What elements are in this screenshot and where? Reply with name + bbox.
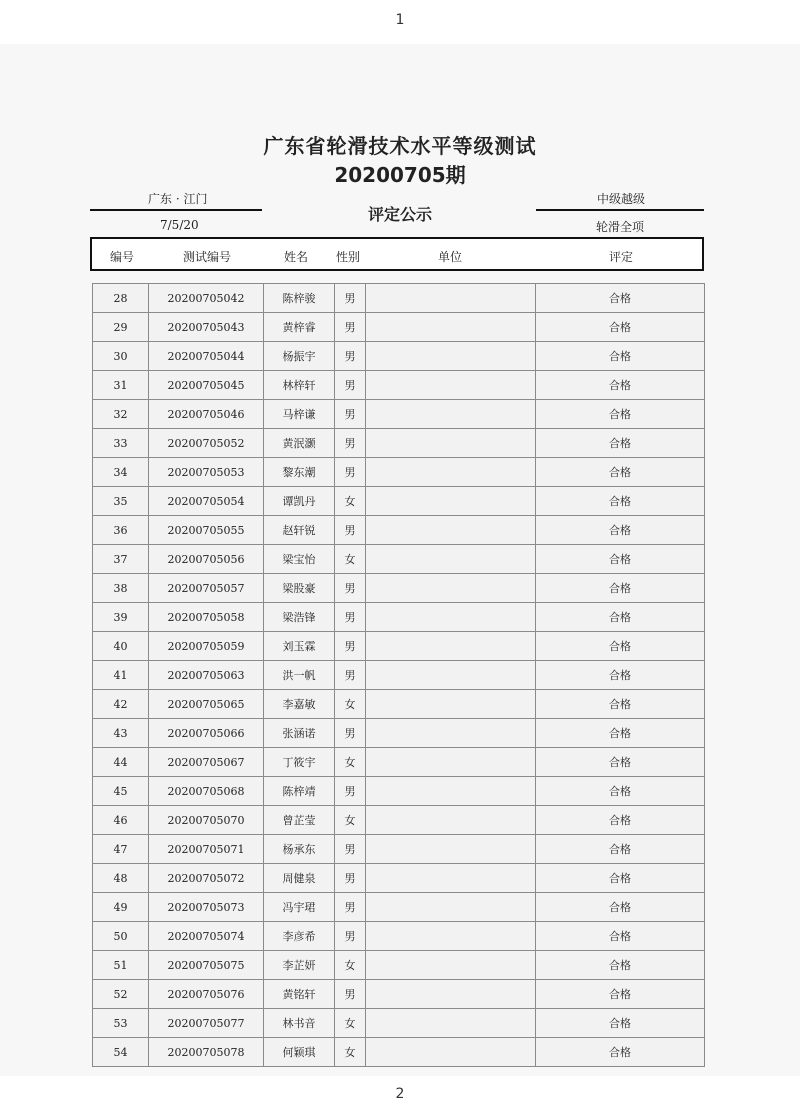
row-test-id-cell: 20200705054 [149,487,264,516]
row-no-cell: 51 [93,951,149,980]
row-no-cell: 35 [93,487,149,516]
row-unit-cell [366,574,536,603]
table-row [93,980,705,1009]
table-row [93,429,705,458]
row-gender-cell: 男 [335,458,366,487]
row-gender-cell: 男 [335,516,366,545]
row-gender-cell: 男 [335,371,366,400]
row-name-cell: 冯宇珺 [264,893,335,922]
row-result-cell: 合格 [536,893,705,922]
row-unit-cell [366,690,536,719]
row-no-cell: 48 [93,864,149,893]
row-gender-cell: 男 [335,342,366,371]
page-number-bottom: 2 [395,1086,405,1102]
table-header [90,237,704,271]
row-name-cell: 张涵诺 [264,719,335,748]
row-result-cell: 合格 [536,400,705,429]
row-name-cell: 梁宝怡 [264,545,335,574]
row-unit-cell [366,313,536,342]
row-unit-cell [366,516,536,545]
header-no: 编号 [110,250,135,264]
row-gender-cell: 女 [335,1009,366,1038]
row-unit-cell [366,893,536,922]
row-test-id-cell: 20200705078 [149,1038,264,1067]
row-no-cell: 34 [93,458,149,487]
row-test-id-cell: 20200705046 [149,400,264,429]
row-test-id-cell: 20200705066 [149,719,264,748]
row-no-cell: 36 [93,516,149,545]
row-no-cell: 29 [93,313,149,342]
row-unit-cell [366,1009,536,1038]
row-result-cell: 合格 [536,545,705,574]
table-row [93,458,705,487]
row-unit-cell [366,284,536,313]
row-gender-cell: 男 [335,284,366,313]
table-row [93,690,705,719]
row-name-cell: 黄铭轩 [264,980,335,1009]
table-row [93,719,705,748]
results-table-body [93,284,705,1067]
row-unit-cell [366,429,536,458]
table-row [93,487,705,516]
row-unit-cell [366,1038,536,1067]
row-test-id-cell: 20200705065 [149,690,264,719]
row-test-id-cell: 20200705070 [149,806,264,835]
row-unit-cell [366,545,536,574]
row-gender-cell: 女 [335,690,366,719]
row-no-cell: 44 [93,748,149,777]
row-result-cell: 合格 [536,574,705,603]
row-unit-cell [366,864,536,893]
row-test-id-cell: 20200705055 [149,516,264,545]
row-no-cell: 53 [93,1009,149,1038]
header-test-id: 测试编号 [183,250,232,264]
row-gender-cell: 男 [335,632,366,661]
row-test-id-cell: 20200705043 [149,313,264,342]
table-row [93,951,705,980]
row-name-cell: 李芷妍 [264,951,335,980]
row-result-cell: 合格 [536,603,705,632]
row-name-cell: 丁筱宇 [264,748,335,777]
table-row [93,342,705,371]
row-result-cell: 合格 [536,806,705,835]
row-name-cell: 何颖琪 [264,1038,335,1067]
table-row [93,400,705,429]
row-gender-cell: 男 [335,922,366,951]
row-no-cell: 30 [93,342,149,371]
row-test-id-cell: 20200705074 [149,922,264,951]
table-row [93,574,705,603]
row-name-cell: 杨振宇 [264,342,335,371]
header-gender: 性别 [336,250,361,264]
row-name-cell: 黄泯灏 [264,429,335,458]
row-name-cell: 梁股豪 [264,574,335,603]
row-gender-cell: 男 [335,313,366,342]
row-test-id-cell: 20200705067 [149,748,264,777]
row-gender-cell: 男 [335,574,366,603]
row-gender-cell: 女 [335,1038,366,1067]
row-result-cell: 合格 [536,632,705,661]
results-table [92,283,705,1067]
row-unit-cell [366,661,536,690]
row-unit-cell [366,400,536,429]
row-test-id-cell: 20200705044 [149,342,264,371]
row-gender-cell: 女 [335,951,366,980]
row-test-id-cell: 20200705075 [149,951,264,980]
row-gender-cell: 男 [335,429,366,458]
row-no-cell: 47 [93,835,149,864]
row-name-cell: 陈梓骏 [264,284,335,313]
row-unit-cell [366,371,536,400]
row-gender-cell: 男 [335,835,366,864]
row-test-id-cell: 20200705071 [149,835,264,864]
row-result-cell: 合格 [536,313,705,342]
row-result-cell: 合格 [536,284,705,313]
row-unit-cell [366,980,536,1009]
row-unit-cell [366,719,536,748]
row-gender-cell: 女 [335,806,366,835]
row-no-cell: 32 [93,400,149,429]
row-result-cell: 合格 [536,835,705,864]
table-row [93,632,705,661]
row-name-cell: 马梓谦 [264,400,335,429]
row-name-cell: 林书音 [264,1009,335,1038]
row-result-cell: 合格 [536,719,705,748]
table-row [93,545,705,574]
row-name-cell: 杨承东 [264,835,335,864]
row-no-cell: 39 [93,603,149,632]
row-no-cell: 33 [93,429,149,458]
table-row [93,893,705,922]
table-row [93,313,705,342]
table-row [93,661,705,690]
table-row [93,835,705,864]
row-no-cell: 49 [93,893,149,922]
level-label: 中级越级 [597,192,646,206]
row-result-cell: 合格 [536,516,705,545]
document-title: 广东省轮滑技术水平等级测试 [263,134,537,158]
row-result-cell: 合格 [536,1038,705,1067]
row-gender-cell: 男 [335,661,366,690]
row-gender-cell: 女 [335,545,366,574]
row-test-id-cell: 20200705052 [149,429,264,458]
table-row [93,748,705,777]
row-no-cell: 37 [93,545,149,574]
row-gender-cell: 男 [335,893,366,922]
row-no-cell: 28 [93,284,149,313]
row-no-cell: 43 [93,719,149,748]
row-name-cell: 李彦希 [264,922,335,951]
row-unit-cell [366,487,536,516]
row-gender-cell: 女 [335,748,366,777]
row-test-id-cell: 20200705073 [149,893,264,922]
page-number-top: 1 [395,12,405,28]
row-test-id-cell: 20200705045 [149,371,264,400]
row-gender-cell: 男 [335,603,366,632]
row-gender-cell: 男 [335,980,366,1009]
row-test-id-cell: 20200705076 [149,980,264,1009]
row-no-cell: 31 [93,371,149,400]
location-label: 广东 · 江门 [148,192,208,206]
table-row [93,516,705,545]
table-row [93,922,705,951]
table-row [93,603,705,632]
row-unit-cell [366,922,536,951]
row-name-cell: 周健泉 [264,864,335,893]
row-unit-cell [366,777,536,806]
row-test-id-cell: 20200705068 [149,777,264,806]
row-name-cell: 林梓轩 [264,371,335,400]
row-result-cell: 合格 [536,1009,705,1038]
row-result-cell: 合格 [536,951,705,980]
row-name-cell: 梁浩锋 [264,603,335,632]
table-row [93,777,705,806]
row-result-cell: 合格 [536,690,705,719]
announcement-subtitle: 评定公示 [367,205,432,224]
row-test-id-cell: 20200705077 [149,1009,264,1038]
row-result-cell: 合格 [536,429,705,458]
row-result-cell: 合格 [536,864,705,893]
row-unit-cell [366,806,536,835]
row-gender-cell: 男 [335,719,366,748]
row-no-cell: 50 [93,922,149,951]
row-no-cell: 52 [93,980,149,1009]
row-result-cell: 合格 [536,342,705,371]
row-unit-cell [366,748,536,777]
row-name-cell: 赵轩锐 [264,516,335,545]
row-gender-cell: 男 [335,777,366,806]
table-row [93,806,705,835]
row-result-cell: 合格 [536,922,705,951]
row-name-cell: 谭凯丹 [264,487,335,516]
category-label: 轮滑全项 [596,220,645,234]
row-gender-cell: 女 [335,487,366,516]
row-no-cell: 40 [93,632,149,661]
header-result: 评定 [609,250,634,264]
row-no-cell: 42 [93,690,149,719]
row-unit-cell [366,632,536,661]
row-name-cell: 曾芷莹 [264,806,335,835]
row-result-cell: 合格 [536,748,705,777]
table-row [93,1038,705,1067]
row-test-id-cell: 20200705063 [149,661,264,690]
row-no-cell: 46 [93,806,149,835]
row-test-id-cell: 20200705056 [149,545,264,574]
row-no-cell: 54 [93,1038,149,1067]
header-name: 姓名 [284,250,309,264]
row-unit-cell [366,458,536,487]
date-label: 7/5/20 [160,218,199,232]
row-result-cell: 合格 [536,371,705,400]
row-unit-cell [366,835,536,864]
row-result-cell: 合格 [536,980,705,1009]
table-row [93,284,705,313]
row-name-cell: 黄梓睿 [264,313,335,342]
table-row [93,1009,705,1038]
row-test-id-cell: 20200705057 [149,574,264,603]
row-name-cell: 黎东潮 [264,458,335,487]
row-gender-cell: 男 [335,864,366,893]
table-row [93,371,705,400]
row-no-cell: 45 [93,777,149,806]
row-name-cell: 陈梓靖 [264,777,335,806]
row-test-id-cell: 20200705058 [149,603,264,632]
row-test-id-cell: 20200705059 [149,632,264,661]
row-unit-cell [366,603,536,632]
row-unit-cell [366,951,536,980]
row-no-cell: 38 [93,574,149,603]
row-test-id-cell: 20200705042 [149,284,264,313]
row-name-cell: 刘玉霖 [264,632,335,661]
row-no-cell: 41 [93,661,149,690]
row-name-cell: 洪一帆 [264,661,335,690]
row-unit-cell [366,342,536,371]
row-name-cell: 李嘉敏 [264,690,335,719]
row-result-cell: 合格 [536,777,705,806]
session-title: 20200705期 [334,163,466,187]
table-row [93,864,705,893]
row-gender-cell: 男 [335,400,366,429]
row-result-cell: 合格 [536,487,705,516]
row-test-id-cell: 20200705072 [149,864,264,893]
row-test-id-cell: 20200705053 [149,458,264,487]
row-result-cell: 合格 [536,661,705,690]
header-unit: 单位 [438,250,463,264]
row-result-cell: 合格 [536,458,705,487]
